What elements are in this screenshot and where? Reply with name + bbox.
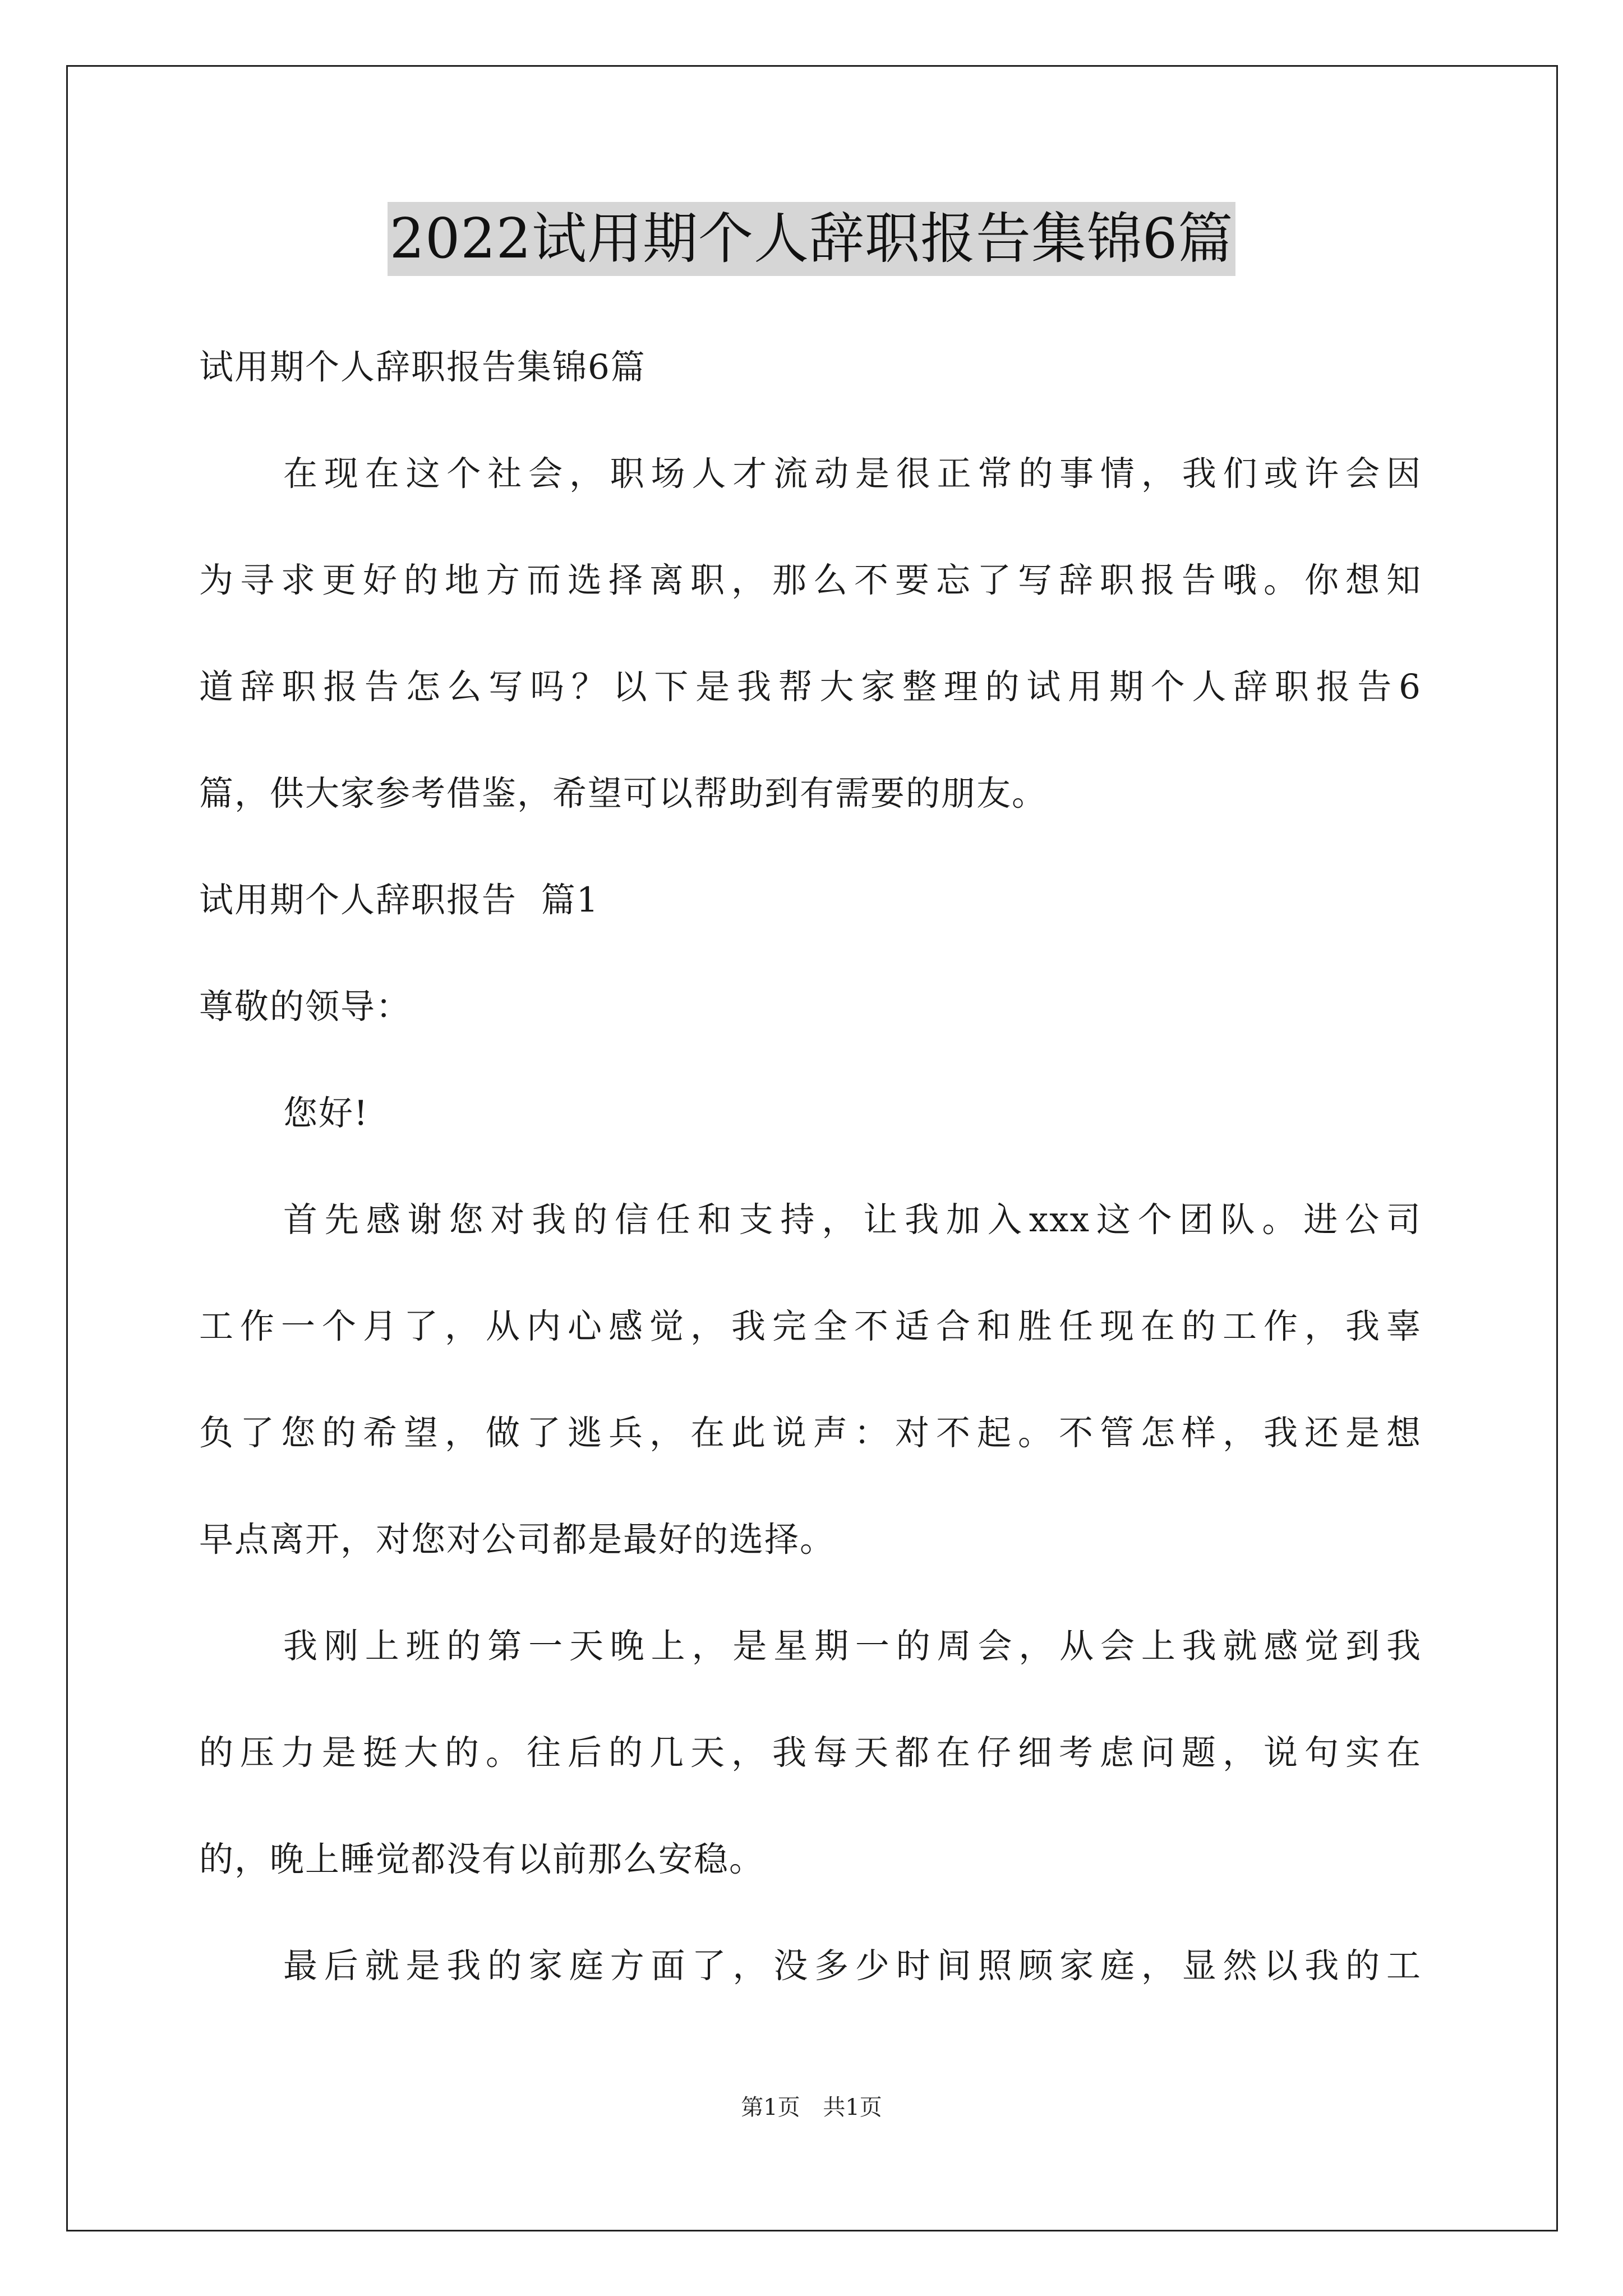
document-body: [199, 314, 1422, 2019]
paragraph-line: 早点离开，对您对公司都是最好的选择。: [199, 1520, 836, 1559]
paragraph-line: 首先感谢您对我的信任和支持，让我加入xxx这个团队。进公司: [283, 1200, 1422, 1240]
paragraph-line: 的，晚上睡觉都没有以前那么安稳。: [199, 1839, 765, 1879]
paragraph-line: 负了您的希望，做了逃兵，在此说声：对不起。不管怎样，我还是想: [199, 1413, 1422, 1453]
page-number: 第1页: [741, 2095, 800, 2120]
subtitle-line: 试用期个人辞职报告集锦6篇: [199, 347, 646, 387]
greeting: 您好!: [283, 1093, 369, 1133]
paragraph-line: 工作一个月了，从内心感觉，我完全不适合和胜任现在的工作，我辜: [199, 1306, 1422, 1346]
page-total: 共1页: [823, 2095, 882, 2120]
paragraph-line: 道辞职报告怎么写吗？以下是我帮大家整理的试用期个人辞职报告6: [199, 667, 1422, 707]
paragraph-line: 最后就是我的家庭方面了，没多少时间照顾家庭，显然以我的工: [283, 1946, 1422, 1986]
title-container: [0, 202, 1623, 276]
page-footer: [0, 2090, 1623, 2122]
paragraph-line: 的压力是挺大的。往后的几天，我每天都在仔细考虑问题，说句实在: [199, 1733, 1422, 1773]
section-heading: 试用期个人辞职报告 篇1: [199, 880, 600, 920]
document-title: 2022试用期个人辞职报告集锦6篇: [388, 202, 1236, 276]
salutation: 尊敬的领导：: [199, 987, 412, 1027]
paragraph-line: 篇，供大家参考借鉴，希望可以帮助到有需要的朋友。: [199, 774, 1048, 813]
paragraph-line: 在现在这个社会，职场人才流动是很正常的事情，我们或许会因: [283, 454, 1422, 494]
paragraph-line: 为寻求更好的地方而选择离职，那么不要忘了写辞职报告哦。你想知: [199, 560, 1422, 600]
paragraph-line: 我刚上班的第一天晚上，是星期一的周会，从会上我就感觉到我: [283, 1626, 1422, 1666]
